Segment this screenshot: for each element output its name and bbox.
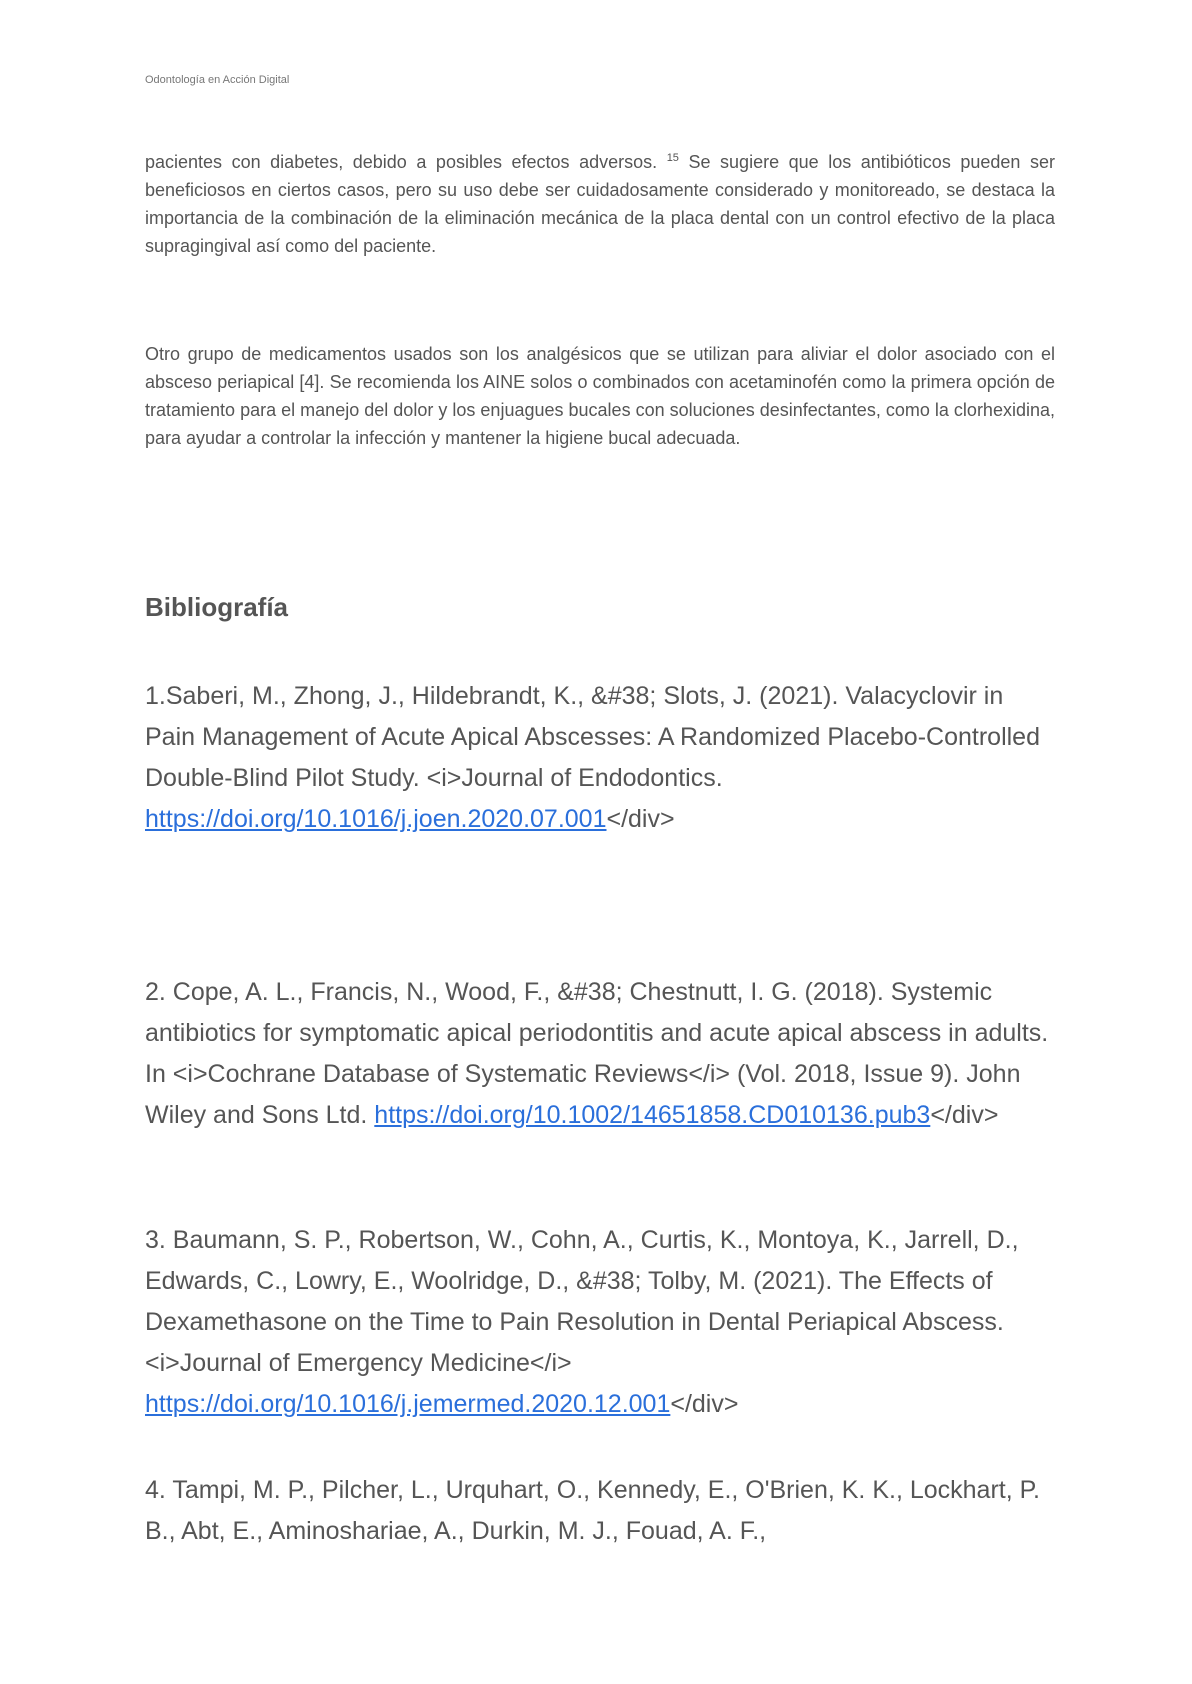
reference-1-link[interactable]: https://doi.org/10.1016/j.joen.2020.07.001 (145, 805, 607, 833)
paragraph-1-text-a: pacientes con diabetes, debido a posibles efectos adversos. (145, 152, 667, 172)
reference-3-text: 3. Baumann, S. P., Robertson, W., Cohn, A., Curtis, K., Montoya, K., Jarrell, D., Edwards, C., Lowry, E., Woolridge, D., &#38; Tolby, M. (2021). The Effects of Dexamethasone on the Time to Pain Resolution in Dental Periapical Abscess. <i>Journal of Emergency Medicine</i> (145, 1226, 1019, 1377)
reference-3-link[interactable]: https://doi.org/10.1016/j.jemermed.2020.12.001 (145, 1390, 671, 1418)
reference-2 (145, 972, 1055, 1136)
body-paragraph-1 (145, 148, 1055, 260)
reference-1 (145, 676, 1055, 840)
reference-2-trail: </div> (930, 1101, 999, 1129)
reference-4 (145, 1470, 1055, 1552)
citation-superscript: 15 (666, 152, 679, 164)
reference-1-text: 1.Saberi, M., Zhong, J., Hildebrandt, K., &#38; Slots, J. (2021). Valacyclovir in Pain Management of Acute Apical Abscesses: A Randomized Placebo-Controlled Double-Blind Pilot Study. <i>Journal of Endodontics. (145, 682, 1040, 792)
body-paragraph-2: Otro grupo de medicamentos usados son los analgésicos que se utilizan para aliviar el dolor asociado con el absceso periapical [4]. Se recomienda los AINE solos o combinados con acetaminofén como la primera opción de tratamiento para el manejo del dolor y los enjuagues bucales con soluciones desinfectantes, como la clorhexidina, para ayudar a controlar la infección y mantener la higiene bucal adecuada. (145, 344, 1055, 448)
bibliography-heading: Bibliografía (145, 592, 289, 622)
running-header: Odontología en Acción Digital (145, 74, 290, 86)
reference-4-text: 4. Tampi, M. P., Pilcher, L., Urquhart, O., Kennedy, E., O'Brien, K. K., Lockhart, P. B., Abt, E., Aminoshariae, A., Durkin, M. J., Fouad, A. F., (145, 1476, 1041, 1545)
reference-3-trail: </div> (670, 1390, 739, 1418)
paragraph-1-text-b: Se sugiere que los antibióticos pueden ser beneficiosos en ciertos casos, pero su uso debe ser cuidadosamente considerado y monitoreado, se destaca la importancia de la combinación de la eliminación mecánica de la placa dental con un control efectivo de la placa supragingival así como del paciente. (145, 152, 1055, 256)
reference-3 (145, 1220, 1055, 1425)
reference-1-trail: </div> (606, 805, 675, 833)
reference-2-text: 2. Cope, A. L., Francis, N., Wood, F., &#38; Chestnutt, I. G. (2018). Systemic antibiotics for symptomatic apical periodontitis and acute apical abscess in adults. In <i>Cochrane Database of Systematic Reviews</i> (Vol. 2018, Issue 9). John Wiley and Sons Ltd. (145, 978, 1049, 1129)
reference-2-link[interactable]: https://doi.org/10.1002/14651858.CD010136.pub3 (374, 1101, 931, 1129)
